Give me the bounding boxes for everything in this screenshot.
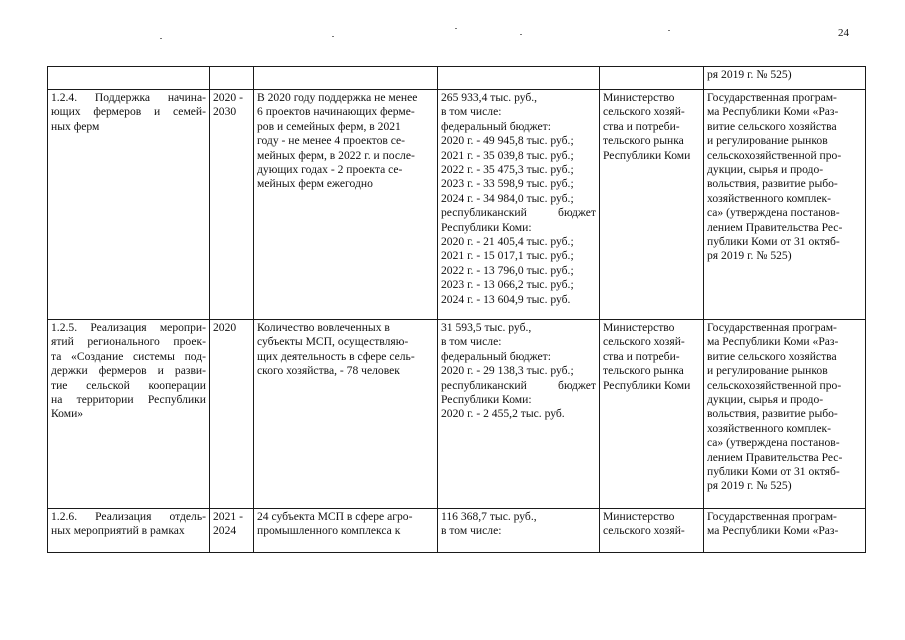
program-table — [47, 66, 866, 553]
result-cell — [254, 509, 438, 553]
cell-text-line: 31 593,5 тыс. руб., — [441, 321, 532, 334]
cell-text-line: федеральный бюджет: — [441, 119, 551, 133]
cell-text-line: субъекты МСП, осуществляю- — [257, 335, 409, 349]
cell-text-line: Министерство — [603, 510, 675, 523]
cell-text-line: 1.2.5. Реализация меропри- — [51, 321, 206, 334]
cell-text-line: са» (утверждена постанов- — [707, 206, 840, 220]
funding-cell — [438, 320, 600, 509]
cell-text-line: в том числе: — [441, 524, 502, 538]
cell-text-line: и регулирование рынков — [707, 134, 828, 148]
cell-text-line: ма Республики Коми «Раз- — [707, 524, 839, 538]
cell-text-line: 2030 — [213, 105, 237, 119]
cell-text-line: 2023 г. - 13 066,2 тыс. руб.; — [441, 278, 574, 292]
cell-text-line: ятий регионального проек- — [51, 335, 206, 349]
cell-text-line: 2021 - — [213, 510, 243, 523]
cell-text-line: сельского хозяй- — [603, 524, 685, 538]
cell-text-line: 2024 г. - 13 604,9 тыс. руб. — [441, 292, 571, 306]
cell-text-line: публики Коми от 31 октяб- — [707, 465, 840, 479]
cell-text-line: 2020 г. - 29 138,3 тыс. руб.; — [441, 364, 574, 378]
cell-text-line: сельского хозяй- — [603, 105, 685, 119]
cell-text-line: тие сельской кооперации — [51, 378, 206, 392]
cell-text-line: 2022 г. - 35 475,3 тыс. руб.; — [441, 163, 574, 177]
measure-cell — [48, 90, 210, 320]
cell-text-line: республиканский бюджет — [441, 378, 596, 392]
period-cell — [210, 67, 254, 90]
scan-speck — [455, 28, 457, 29]
cell-text-line: в том числе: — [441, 335, 502, 349]
table-row — [48, 320, 866, 509]
cell-text-line: Республики Коми — [603, 378, 691, 392]
cell-text-line: 2021 г. - 35 039,8 тыс. руб.; — [441, 148, 574, 162]
cell-text-line: витие сельского хозяйства — [707, 119, 837, 133]
executor-cell — [600, 90, 704, 320]
executor-cell — [600, 67, 704, 90]
cell-text-line: Министерство — [603, 321, 675, 334]
cell-text-line: дующих годах - 2 проекта се- — [257, 163, 403, 177]
cell-text-line: са» (утверждена постанов- — [707, 436, 840, 450]
cell-text-line: и регулирование рынков — [707, 364, 828, 378]
page-number: 24 — [838, 27, 849, 39]
cell-text-line: 2020 г. - 21 405,4 тыс. руб.; — [441, 235, 574, 249]
cell-text-line: ского хозяйства, - 78 человек — [257, 364, 400, 378]
cell-text-line: держки фермеров и разви- — [51, 364, 206, 378]
cell-text-line: сельского хозяй- — [603, 335, 685, 349]
cell-text-line: сельскохозяйственной про- — [707, 148, 842, 162]
scan-speck — [160, 38, 162, 39]
cell-text-line: ства и потреби- — [603, 349, 680, 363]
cell-text-line: ря 2019 г. № 525) — [707, 68, 792, 81]
cell-text-line: дукции, сырья и продо- — [707, 393, 824, 407]
cell-text-line: хозяйственного комплек- — [707, 191, 831, 205]
result-cell — [254, 90, 438, 320]
cell-text-line: вольствия, развитие рыбо- — [707, 177, 838, 191]
cell-text-line: Республики Коми: — [441, 220, 532, 234]
cell-text-line: году - не менее 4 проектов се- — [257, 134, 406, 148]
scan-speck — [668, 30, 670, 31]
cell-text-line: 2023 г. - 33 598,9 тыс. руб.; — [441, 177, 574, 191]
cell-text-line: федеральный бюджет: — [441, 349, 551, 363]
cell-text-line: 2021 г. - 15 017,1 тыс. руб.; — [441, 249, 574, 263]
cell-text-line: 2020 — [213, 321, 237, 334]
result-cell — [254, 67, 438, 90]
period-cell — [210, 509, 254, 553]
cell-text-line: 2024 г. - 34 984,0 тыс. руб.; — [441, 191, 574, 205]
cell-text-line: 2022 г. - 13 796,0 тыс. руб.; — [441, 263, 574, 277]
cell-text-line: та «Создание системы под- — [51, 349, 206, 363]
cell-text-line: Количество вовлеченных в — [257, 321, 390, 334]
cell-text-line: Государственная програм- — [707, 510, 837, 523]
period-cell — [210, 90, 254, 320]
cell-text-line: 24 субъекта МСП в сфере агро- — [257, 510, 413, 523]
program-cell — [704, 320, 866, 509]
cell-text-line: ря 2019 г. № 525) — [707, 249, 792, 263]
measure-cell — [48, 509, 210, 553]
cell-text-line: Республики Коми — [603, 148, 691, 162]
measure-cell — [48, 320, 210, 509]
cell-text-line: ров и семейных ферм, в 2021 — [257, 119, 401, 133]
cell-text-line: 2020 г. - 49 945,8 тыс. руб.; — [441, 134, 574, 148]
funding-cell — [438, 67, 600, 90]
cell-text-line: 2020 - — [213, 91, 243, 104]
cell-text-line: 116 368,7 тыс. руб., — [441, 510, 537, 523]
cell-text-line: дукции, сырья и продо- — [707, 163, 824, 177]
cell-text-line: ма Республики Коми «Раз- — [707, 105, 839, 119]
cell-text-line: мейных ферм, в 2022 г. и после- — [257, 148, 415, 162]
period-cell — [210, 320, 254, 509]
cell-text-line: 6 проектов начинающих фермe- — [257, 105, 415, 119]
table-row — [48, 509, 866, 553]
cell-text-line: на территории Республики — [51, 393, 206, 407]
cell-text-line: лением Правительства Рес- — [707, 220, 843, 234]
cell-text-line: 2024 — [213, 524, 237, 538]
executor-cell — [600, 320, 704, 509]
cell-text-line: Государственная програм- — [707, 91, 837, 104]
table-row — [48, 67, 866, 90]
program-cell — [704, 90, 866, 320]
cell-text-line: ства и потреби- — [603, 119, 680, 133]
cell-text-line: сельскохозяйственной про- — [707, 378, 842, 392]
program-cell — [704, 67, 866, 90]
cell-text-line: 265 933,4 тыс. руб., — [441, 91, 538, 104]
cell-text-line: ющих фермеров и семей- — [51, 105, 206, 119]
result-cell — [254, 320, 438, 509]
cell-text-line: ных ферм — [51, 119, 100, 133]
cell-text-line: мейных ферм ежегодно — [257, 177, 373, 191]
program-cell — [704, 509, 866, 553]
cell-text-line: Министерство — [603, 91, 675, 104]
cell-text-line: щих деятельность в сфере сель- — [257, 349, 415, 363]
cell-text-line: в том числе: — [441, 105, 502, 119]
funding-cell — [438, 509, 600, 553]
table-body — [48, 67, 866, 553]
cell-text-line: 1.2.4. Поддержка начина- — [51, 91, 206, 104]
cell-text-line: хозяйственного комплек- — [707, 421, 831, 435]
cell-text-line: тельского рынка — [603, 364, 684, 378]
table-row — [48, 90, 866, 320]
cell-text-line: витие сельского хозяйства — [707, 349, 837, 363]
scan-speck — [332, 36, 334, 37]
cell-text-line: 1.2.6. Реализация отдель- — [51, 510, 206, 523]
scan-speck — [520, 34, 522, 35]
cell-text-line: ря 2019 г. № 525) — [707, 479, 792, 493]
measure-cell — [48, 67, 210, 90]
cell-text-line: тельского рынка — [603, 134, 684, 148]
cell-text-line: публики Коми от 31 октяб- — [707, 235, 840, 249]
cell-text-line: Государственная програм- — [707, 321, 837, 334]
cell-text-line: ных мероприятий в рамках — [51, 524, 185, 538]
cell-text-line: Республики Коми: — [441, 393, 532, 407]
cell-text-line: 2020 г. - 2 455,2 тыс. руб. — [441, 407, 565, 421]
cell-text-line: промышленного комплекса к — [257, 524, 401, 538]
funding-cell — [438, 90, 600, 320]
cell-text-line: лением Правительства Рес- — [707, 450, 843, 464]
cell-text-line: ма Республики Коми «Раз- — [707, 335, 839, 349]
cell-text-line: В 2020 году поддержка не менее — [257, 91, 418, 104]
executor-cell — [600, 509, 704, 553]
cell-text-line: республиканский бюджет — [441, 206, 596, 220]
cell-text-line: Коми» — [51, 407, 84, 421]
cell-text-line: вольствия, развитие рыбо- — [707, 407, 838, 421]
